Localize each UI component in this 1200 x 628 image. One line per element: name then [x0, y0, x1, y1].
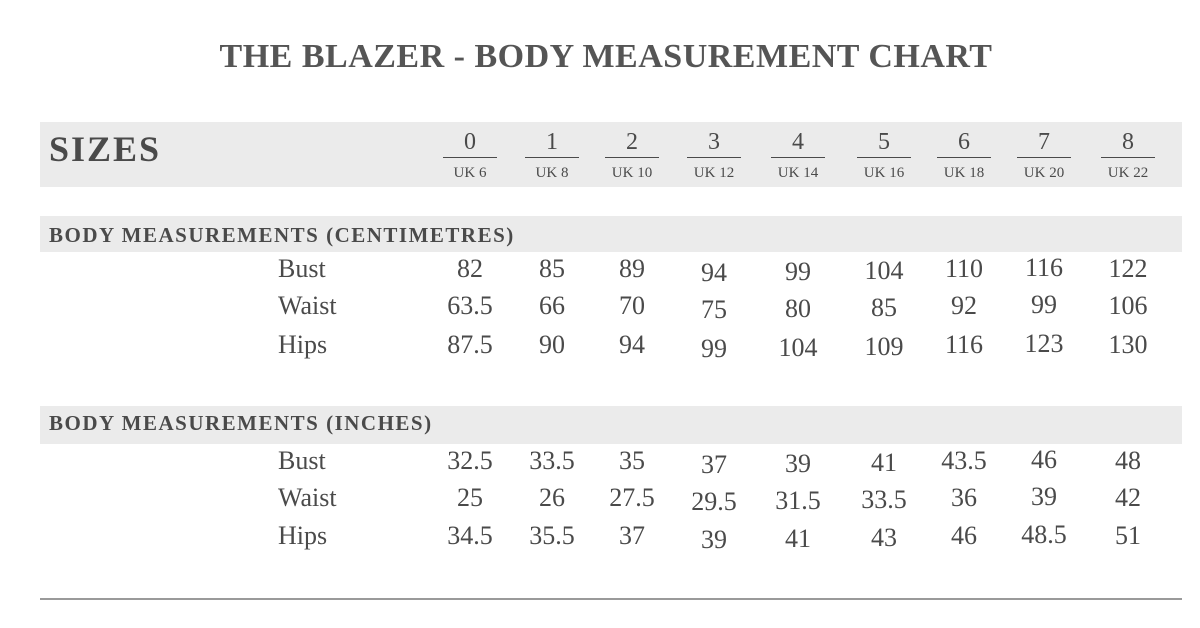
- in-measurement-cell: 43.5: [941, 446, 987, 475]
- in-waist-label: Waist: [278, 483, 337, 512]
- size-number: 3: [708, 129, 720, 155]
- cm-measurement-cell: 99: [1031, 290, 1057, 319]
- centimetres-section-label: BODY MEASUREMENTS (CENTIMETRES): [49, 223, 515, 247]
- cm-waist-label: Waist: [278, 291, 337, 320]
- cm-bust-label: Bust: [278, 254, 326, 283]
- uk-size-label: UK 16: [863, 165, 905, 181]
- cm-measurement-cell: 109: [864, 332, 904, 361]
- page-title: THE BLAZER - BODY MEASUREMENT CHART: [219, 38, 993, 75]
- cm-measurement-cell: 99: [785, 257, 811, 286]
- size-number: 8: [1122, 129, 1134, 155]
- cm-measurement-cell: 85: [871, 293, 897, 322]
- size-column: [522, 128, 582, 182]
- in-measurement-cell: 26: [539, 483, 565, 512]
- cm-measurement-cell: 106: [1108, 291, 1148, 320]
- size-underline: [605, 157, 659, 158]
- cm-measurement-cell: 82: [457, 254, 483, 283]
- uk-size-label: UK 20: [1023, 165, 1065, 181]
- size-number: 0: [464, 129, 476, 155]
- in-measurement-cell: 51: [1115, 521, 1141, 550]
- size-column: [934, 128, 994, 182]
- uk-size-label: UK 10: [611, 165, 653, 181]
- uk-size-label: UK 8: [535, 165, 569, 181]
- in-measurement-cell: 39: [785, 449, 811, 478]
- sizes-label: SIZES: [49, 129, 162, 169]
- size-underline: [1101, 157, 1155, 158]
- in-measurement-cell: 32.5: [447, 446, 493, 475]
- cm-measurement-cell: 122: [1108, 254, 1148, 283]
- in-measurement-cell: 31.5: [775, 486, 821, 515]
- cm-measurement-cell: 89: [619, 254, 645, 283]
- uk-size-label: UK 22: [1107, 165, 1149, 181]
- uk-size-label: UK 18: [943, 165, 985, 181]
- cm-measurement-cell: 70: [619, 291, 645, 320]
- cm-measurement-cell: 75: [701, 295, 727, 324]
- cm-measurement-cell: 94: [619, 330, 645, 359]
- cm-measurement-cell: 66: [539, 291, 565, 320]
- in-measurement-cell: 35: [619, 446, 645, 475]
- in-measurement-cell: 39: [1031, 482, 1057, 511]
- size-number: 6: [958, 129, 970, 155]
- cm-measurement-cell: 110: [944, 254, 984, 283]
- cm-measurement-cell: 116: [944, 330, 984, 359]
- in-measurement-cell: 33.5: [861, 485, 907, 514]
- uk-size-label: UK 14: [777, 165, 819, 181]
- in-measurement-cell: 35.5: [529, 521, 575, 550]
- in-measurement-cell: 42: [1115, 483, 1141, 512]
- in-measurement-cell: 27.5: [609, 483, 655, 512]
- in-measurement-cell: 46: [1031, 445, 1057, 474]
- cm-hips-label: Hips: [278, 330, 328, 359]
- size-underline: [687, 157, 741, 158]
- size-underline: [771, 157, 825, 158]
- cm-measurement-cell: 85: [539, 254, 565, 283]
- cm-measurement-cell: 123: [1024, 329, 1064, 358]
- cm-measurement-cell: 63.5: [447, 291, 493, 320]
- cm-measurement-cell: 92: [951, 291, 977, 320]
- in-measurement-cell: 34.5: [447, 521, 493, 550]
- cm-measurement-cell: 94: [701, 258, 727, 287]
- in-bust-label: Bust: [278, 446, 326, 475]
- size-column: [768, 128, 828, 182]
- in-hips-label: Hips: [278, 521, 328, 550]
- in-measurement-cell: 46: [951, 521, 977, 550]
- in-measurement-cell: 41: [785, 524, 811, 553]
- size-underline: [1017, 157, 1071, 158]
- bottom-divider: [40, 598, 1182, 600]
- cm-measurement-cell: 116: [1024, 253, 1064, 282]
- in-measurement-cell: 25: [457, 483, 483, 512]
- in-measurement-cell: 37: [619, 521, 645, 550]
- size-column: [602, 128, 662, 182]
- size-underline: [857, 157, 911, 158]
- size-underline: [443, 157, 497, 158]
- size-column: [684, 128, 744, 182]
- size-underline: [525, 157, 579, 158]
- in-measurement-cell: 43: [871, 523, 897, 552]
- size-number: 4: [792, 129, 804, 155]
- in-measurement-cell: 39: [701, 525, 727, 554]
- size-number: 7: [1038, 129, 1050, 155]
- size-number: 2: [626, 129, 638, 155]
- size-column: [1098, 128, 1158, 182]
- cm-measurement-cell: 130: [1108, 330, 1148, 359]
- size-underline: [937, 157, 991, 158]
- in-measurement-cell: 36: [951, 483, 977, 512]
- in-measurement-cell: 29.5: [691, 487, 737, 516]
- uk-size-label: UK 12: [693, 165, 735, 181]
- inches-section-label: BODY MEASUREMENTS (INCHES): [49, 411, 433, 435]
- cm-measurement-cell: 87.5: [447, 330, 493, 359]
- in-measurement-cell: 33.5: [529, 446, 575, 475]
- size-number: 1: [546, 129, 558, 155]
- cm-measurement-cell: 104: [778, 333, 818, 362]
- in-measurement-cell: 48: [1115, 446, 1141, 475]
- cm-measurement-cell: 104: [864, 256, 904, 285]
- size-column: [854, 128, 914, 182]
- size-column: [1014, 128, 1074, 182]
- cm-measurement-cell: 99: [701, 334, 727, 363]
- size-column: [440, 128, 500, 182]
- in-measurement-cell: 37: [701, 450, 727, 479]
- in-measurement-cell: 41: [871, 448, 897, 477]
- uk-size-label: UK 6: [453, 165, 487, 181]
- cm-measurement-cell: 80: [785, 294, 811, 323]
- size-number: 5: [878, 129, 890, 155]
- cm-measurement-cell: 90: [539, 330, 565, 359]
- in-measurement-cell: 48.5: [1021, 520, 1067, 549]
